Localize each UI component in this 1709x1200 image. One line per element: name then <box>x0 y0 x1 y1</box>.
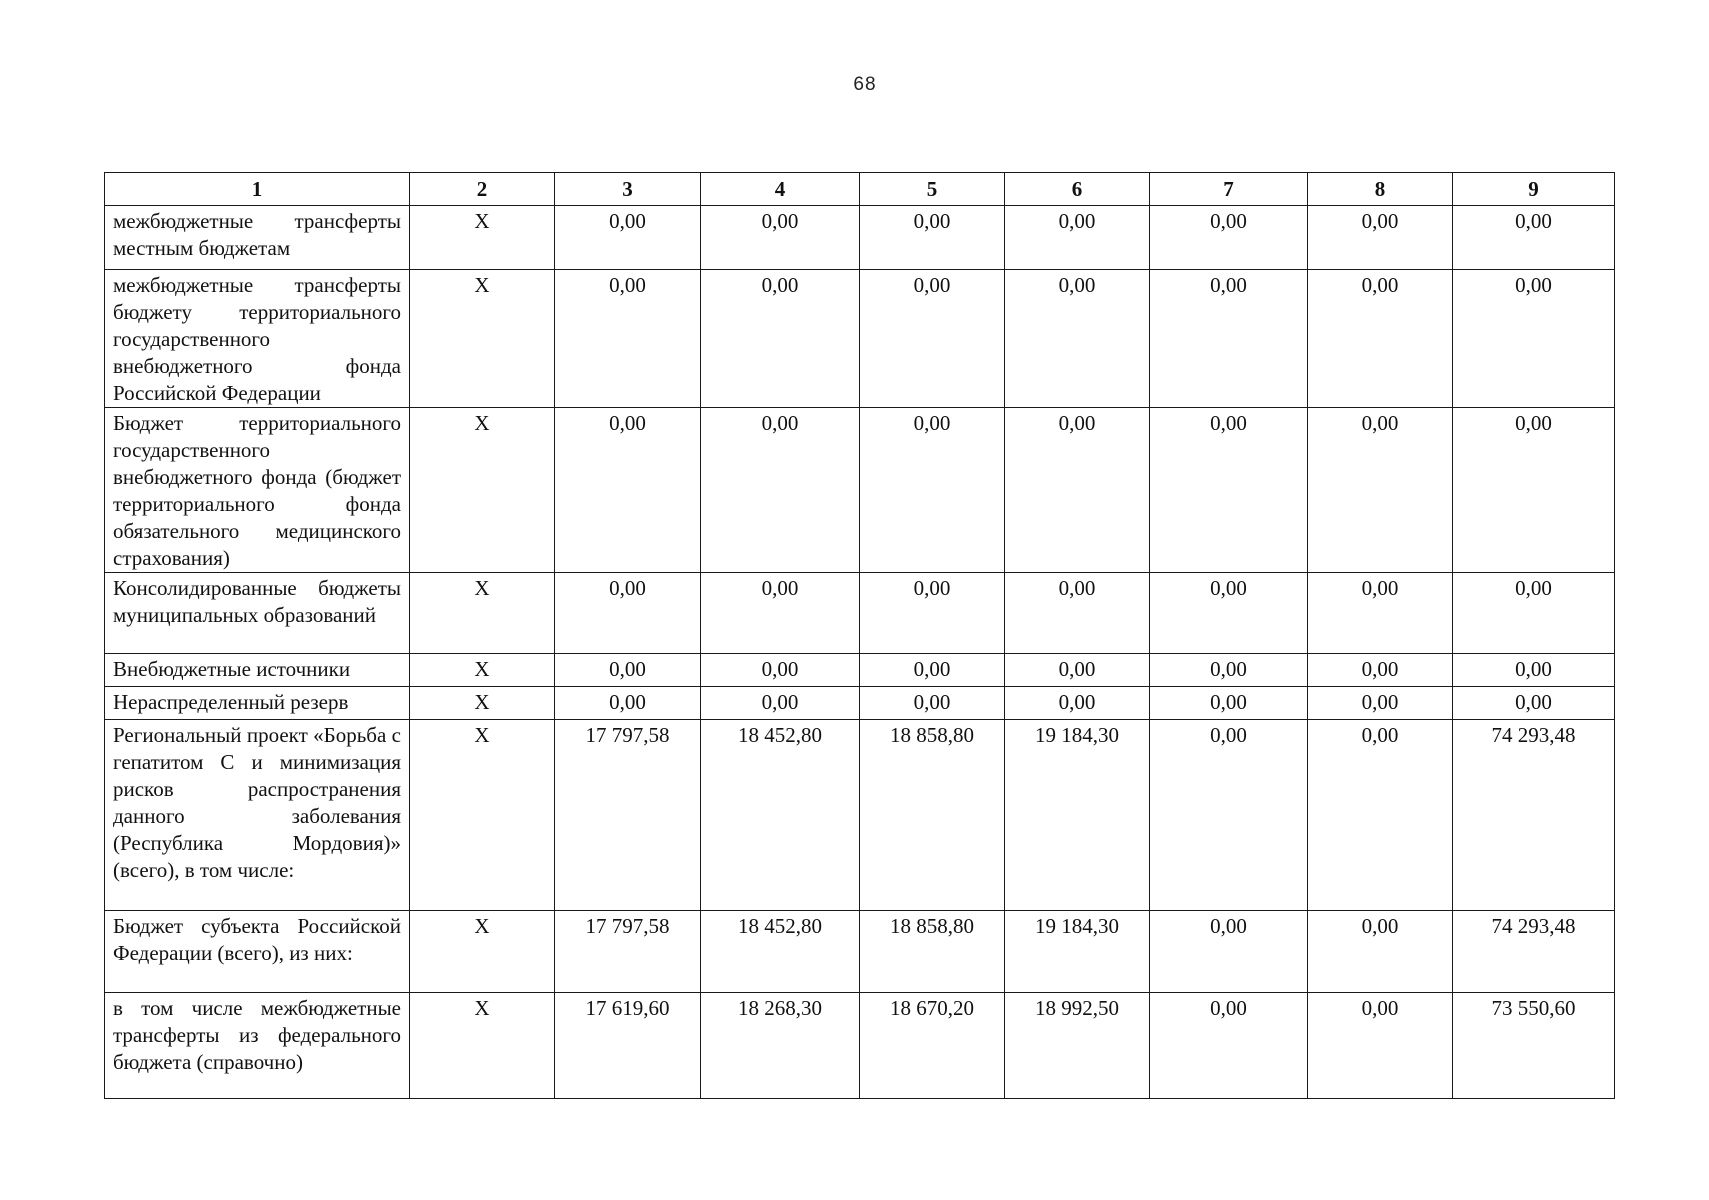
table-cell: 0,00 <box>1005 573 1150 654</box>
table-cell: 0,00 <box>555 573 701 654</box>
table-cell: 0,00 <box>1005 270 1150 408</box>
table-cell: X <box>410 687 555 720</box>
table-cell: 74 293,48 <box>1453 911 1615 993</box>
header-row <box>105 173 1615 206</box>
table-cell: 18 992,50 <box>1005 993 1150 1099</box>
row-label: Бюджет субъекта Российской Федерации (всего), из них: <box>105 911 410 993</box>
row-label: Нераспределенный резерв <box>105 687 410 720</box>
column-header: 7 <box>1150 173 1308 206</box>
table-cell: 0,00 <box>1150 654 1308 687</box>
table-cell: 0,00 <box>860 270 1005 408</box>
table-cell: X <box>410 720 555 911</box>
table-cell: 0,00 <box>555 654 701 687</box>
table-cell: 19 184,30 <box>1005 911 1150 993</box>
row-label: Консолидированные бюджеты муниципальных образований <box>105 573 410 654</box>
table-cell: 0,00 <box>1150 573 1308 654</box>
column-header: 8 <box>1308 173 1453 206</box>
table-cell: 0,00 <box>555 408 701 573</box>
table-cell: 0,00 <box>1453 206 1615 270</box>
column-header: 9 <box>1453 173 1615 206</box>
table-cell: 18 858,80 <box>860 720 1005 911</box>
row-label: в том числе межбюджетные трансферты из федерального бюджета (справочно) <box>105 993 410 1099</box>
table-cell: 18 670,20 <box>860 993 1005 1099</box>
table-cell: 0,00 <box>1453 270 1615 408</box>
column-header: 4 <box>701 173 860 206</box>
column-header: 1 <box>105 173 410 206</box>
table-cell: 0,00 <box>701 408 860 573</box>
table-cell: X <box>410 993 555 1099</box>
table-cell: 0,00 <box>1150 270 1308 408</box>
column-header: 2 <box>410 173 555 206</box>
table-row <box>105 270 1615 408</box>
table-cell: X <box>410 654 555 687</box>
table-cell: X <box>410 270 555 408</box>
table-cell: 0,00 <box>701 206 860 270</box>
table-row <box>105 687 1615 720</box>
column-header: 5 <box>860 173 1005 206</box>
table-cell: 19 184,30 <box>1005 720 1150 911</box>
table-cell: 0,00 <box>555 270 701 408</box>
table-cell: 0,00 <box>860 206 1005 270</box>
table-row <box>105 911 1615 993</box>
budget-table <box>104 172 1615 1099</box>
table-cell: 0,00 <box>1150 408 1308 573</box>
table-cell: 0,00 <box>1308 720 1453 911</box>
table-row <box>105 573 1615 654</box>
table-row <box>105 206 1615 270</box>
row-label: межбюджетные трансферты местным бюджетам <box>105 206 410 270</box>
table-cell: 73 550,60 <box>1453 993 1615 1099</box>
table-cell: 0,00 <box>1005 206 1150 270</box>
table-cell: 0,00 <box>860 654 1005 687</box>
table-cell: 0,00 <box>1150 993 1308 1099</box>
table-cell: 0,00 <box>1308 270 1453 408</box>
table-cell: 74 293,48 <box>1453 720 1615 911</box>
table-cell: 18 452,80 <box>701 911 860 993</box>
column-header: 6 <box>1005 173 1150 206</box>
table-cell: 0,00 <box>701 654 860 687</box>
table-cell: 0,00 <box>1308 206 1453 270</box>
table-cell: 0,00 <box>555 687 701 720</box>
table-cell: 0,00 <box>1005 654 1150 687</box>
column-header: 3 <box>555 173 701 206</box>
table-cell: 0,00 <box>860 573 1005 654</box>
table-cell: 0,00 <box>701 687 860 720</box>
table-cell: 0,00 <box>1005 408 1150 573</box>
table-cell: 0,00 <box>1453 408 1615 573</box>
table-cell: 0,00 <box>1453 687 1615 720</box>
table-cell: 0,00 <box>1005 687 1150 720</box>
table-cell: 0,00 <box>1308 911 1453 993</box>
table-cell: 17 797,58 <box>555 911 701 993</box>
row-label: Региональный проект «Борьба с гепатитом С и минимизация рисков распространения данного заболевания (Республика Мордовия)» (всего), в том числе: <box>105 720 410 911</box>
table-cell: 0,00 <box>1308 573 1453 654</box>
table-cell: 0,00 <box>1150 206 1308 270</box>
row-label: Бюджет территориального государственного внебюджетного фонда (бюджет территориального фонда обязательного медицинского страхования) <box>105 408 410 573</box>
table-cell: X <box>410 573 555 654</box>
table-cell: 0,00 <box>1453 573 1615 654</box>
table-cell: 0,00 <box>701 270 860 408</box>
table-cell: 17 619,60 <box>555 993 701 1099</box>
table-cell: 0,00 <box>701 573 860 654</box>
table-row <box>105 993 1615 1099</box>
table-cell: 0,00 <box>1150 911 1308 993</box>
table-cell: 0,00 <box>1308 993 1453 1099</box>
table-cell: 0,00 <box>860 687 1005 720</box>
table-cell: 0,00 <box>1150 720 1308 911</box>
table-cell: 18 268,30 <box>701 993 860 1099</box>
table-row <box>105 408 1615 573</box>
row-label: Внебюджетные источники <box>105 654 410 687</box>
table-cell: 0,00 <box>1308 687 1453 720</box>
table-cell: 18 858,80 <box>860 911 1005 993</box>
table-cell: 0,00 <box>1453 654 1615 687</box>
table-cell: X <box>410 408 555 573</box>
row-label: межбюджетные трансферты бюджету территориального государственного внебюджетного фонда Российской Федерации <box>105 270 410 408</box>
table-cell: X <box>410 911 555 993</box>
table-cell: 0,00 <box>1308 408 1453 573</box>
table-row <box>105 720 1615 911</box>
table-cell: 18 452,80 <box>701 720 860 911</box>
table-cell: 0,00 <box>860 408 1005 573</box>
table-row <box>105 654 1615 687</box>
table-cell: 17 797,58 <box>555 720 701 911</box>
table-cell: 0,00 <box>1150 687 1308 720</box>
page-number: 68 <box>853 74 877 95</box>
table-cell: 0,00 <box>1308 654 1453 687</box>
table-cell: 0,00 <box>555 206 701 270</box>
table-cell: X <box>410 206 555 270</box>
